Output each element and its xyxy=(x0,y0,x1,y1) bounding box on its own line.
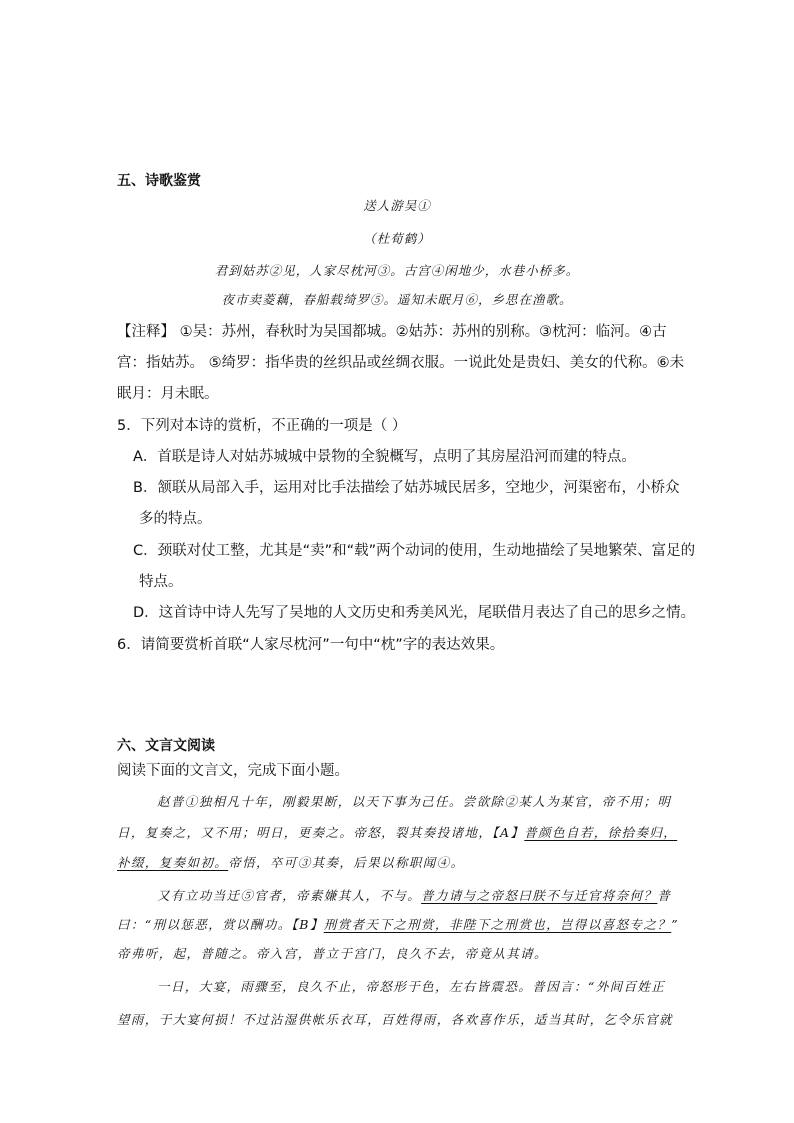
passage-p2-line-3: 帝弗听，起，普随之。帝入宫，普立于宫门，良久不去，帝竟从其请。 xyxy=(117,946,548,961)
poem-line-2: 夜市卖菱藕，春船载绮罗⑤。遥知未眠月⑥，乡思在渔歌。 xyxy=(221,292,573,307)
passage-text: 普 xyxy=(657,888,672,903)
passage-p2-line-2 xyxy=(117,915,679,933)
q5-option-c-line-1: C．颈联对仗工整，尤其是“卖”和“载”两个动词的使用，生动地描绘了吴地繁荣、富足的 xyxy=(133,543,696,559)
passage-text: 帝悟，卒可③其奏，后果以称职闻④。 xyxy=(228,855,465,870)
passage-text: 又有立功当迁⑤官者，帝素嫌其人，不与。 xyxy=(157,888,422,903)
passage-p2-line-1 xyxy=(157,886,671,904)
passage-text: ” xyxy=(671,917,680,932)
underlined-sentence-a-cont: 补缀，复奏如初。 xyxy=(117,855,229,870)
section-6-intro: 阅读下面的文言文，完成下面小题。 xyxy=(117,763,349,779)
poem-title: 送人游吴① xyxy=(363,198,431,213)
passage-p1-line-2 xyxy=(117,823,677,841)
poem-line-1: 君到姑苏②见，人家尽枕河③。古宫④闲地少，水巷小桥多。 xyxy=(214,263,580,278)
q5-option-a: A．首联是诗人对姑苏城城中景物的全貌概写，点明了其房屋沿河而建的特点。 xyxy=(133,449,636,465)
section-5-heading: 五、诗歌鉴赏 xyxy=(117,173,201,189)
notes-line-3: 眠月：月未眠。 xyxy=(117,386,219,402)
q5-option-b-line-2: 多的特点。 xyxy=(139,511,212,527)
question-6: 6．请简要赏析首联“人家尽枕河”一句中“枕”字的表达效果。 xyxy=(117,637,505,653)
underlined-sentence-a: 普颜色自若，徐拾奏归， xyxy=(524,825,678,840)
underlined-punctuation-sentence: 普力请与之帝怒曰朕不与迁官将奈何？ xyxy=(421,888,658,903)
passage-p1-line-3 xyxy=(117,853,465,871)
question-5: 5．下列对本诗的赏析，不正确的一项是（ ） xyxy=(117,418,407,434)
poem-author: （杜荀鹤） xyxy=(363,231,431,246)
passage-p1-line-1: 赵普①独相凡十年，刚毅果断，以天下事为己任。尝欲除②某人为某官，帝不用；明 xyxy=(157,794,672,809)
notes-line-2: 宫：指姑苏。 ⑤绮罗：指华贵的丝织品或丝绸衣服。一说此处是贵妇、美女的代称。⑥未 xyxy=(117,355,685,371)
q5-option-c-line-2: 特点。 xyxy=(139,574,183,590)
q5-option-b-line-1: B．颔联从局部入手，运用对比手法描绘了姑苏城民居多，空地少，河渠密布，小桥众 xyxy=(133,480,680,496)
passage-p3-line-2: 望雨，于大宴何损！不过沾湿供帐乐衣耳，百姓得雨，各欢喜作乐，适当其时，乞令乐官就 xyxy=(117,1012,674,1027)
underlined-sentence-b: 刑赏者天下之刑赏，非陛下之刑赏也，岂得以喜怒专之？ xyxy=(323,917,672,932)
notes-line-1: 【注释】 ①吴：苏州，春秋时为吴国都城。②姑苏：苏州的别称。③枕河：临河。④古 xyxy=(117,324,667,340)
q5-option-d: D．这首诗中诗人先写了吴地的人文历史和秀美风光，尾联借月表达了自己的思乡之情。 xyxy=(133,605,696,621)
passage-text: 曰：“刑以惩恶，赏以酬功。【B】 xyxy=(117,917,324,932)
passage-p3-line-1: 一日，大宴，雨骤至，良久不止，帝怒形于色，左右皆震恐。普因言：“外间百姓正 xyxy=(157,979,666,994)
section-6-heading: 六、文言文阅读 xyxy=(117,738,215,754)
passage-text: 日，复奏之，又不用；明日，更奏之。帝怒，裂其奏投诸地，【A】 xyxy=(117,825,525,840)
